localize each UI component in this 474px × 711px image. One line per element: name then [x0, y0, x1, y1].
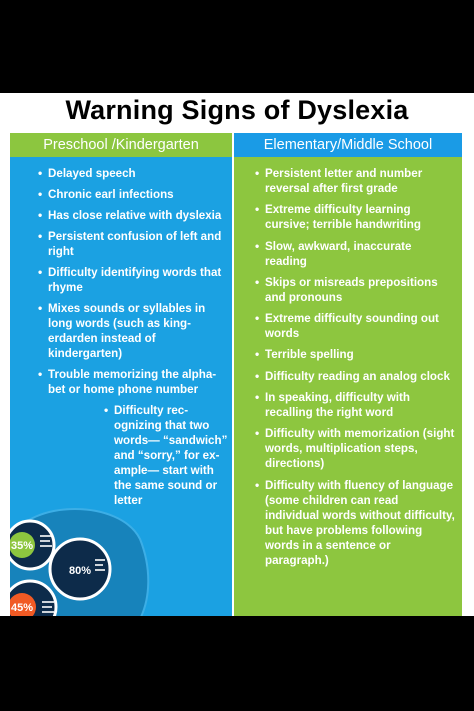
list-item: • Slow, awkward, inaccurate reading [255, 239, 455, 269]
infographic [0, 93, 474, 616]
list-item: • Skips or misreads prepositions and pronouns [255, 275, 455, 305]
list-item: • Difficulty reading an analog clock [255, 369, 455, 384]
stat-c: 45% [10, 602, 34, 614]
list-item: • Difficulty with fluency of language (some children can read individual words without difficulty, but have problems following words in a sentence or paragraph.) [255, 478, 455, 568]
preschool-column [10, 157, 232, 616]
elementary-column [234, 157, 462, 616]
stat-b: 80% [68, 565, 92, 577]
preschool-list [38, 166, 228, 514]
list-item: • Chronic earl infections [38, 187, 228, 202]
list-item: • Terrible spelling [255, 347, 455, 362]
list-item: • Trouble memorizing the alpha-bet or home phone number [38, 367, 228, 397]
list-item: • Persistent letter and number reversal after first grade [255, 166, 455, 196]
header-preschool: Preschool /Kindergarten [10, 133, 232, 157]
list-item: • Extreme difficulty learning cursive; terrible handwriting [255, 202, 455, 232]
header-elementary: Elementary/Middle School [234, 133, 462, 157]
list-item: • Difficulty identifying words that rhyme [38, 265, 228, 295]
list-item: • Difficulty rec-ognizing that two words— “sandwich” and “sorry,” for ex-ample— start with the same sound or letter [104, 403, 232, 508]
list-item: • Extreme difficulty sounding out words [255, 311, 455, 341]
list-item: • Persistent confusion of left and right [38, 229, 228, 259]
list-item: • In speaking, difficulty with recalling the right word [255, 390, 455, 420]
column-headers [10, 133, 462, 157]
list-item: • Mixes sounds or syllables in long words (such as king-erdarden instead of kindergarten) [38, 301, 228, 361]
head-brain-graphic [10, 499, 160, 616]
list-item: • Has close relative with dyslexia [38, 208, 228, 223]
stat-a: 35% [10, 540, 34, 552]
list-item: • Delayed speech [38, 166, 228, 181]
list-item: • Difficulty with memorization (sight words, multiplication steps, directions) [255, 426, 455, 471]
elementary-list [255, 166, 455, 574]
page-title: Warning Signs of Dyslexia [65, 95, 409, 125]
